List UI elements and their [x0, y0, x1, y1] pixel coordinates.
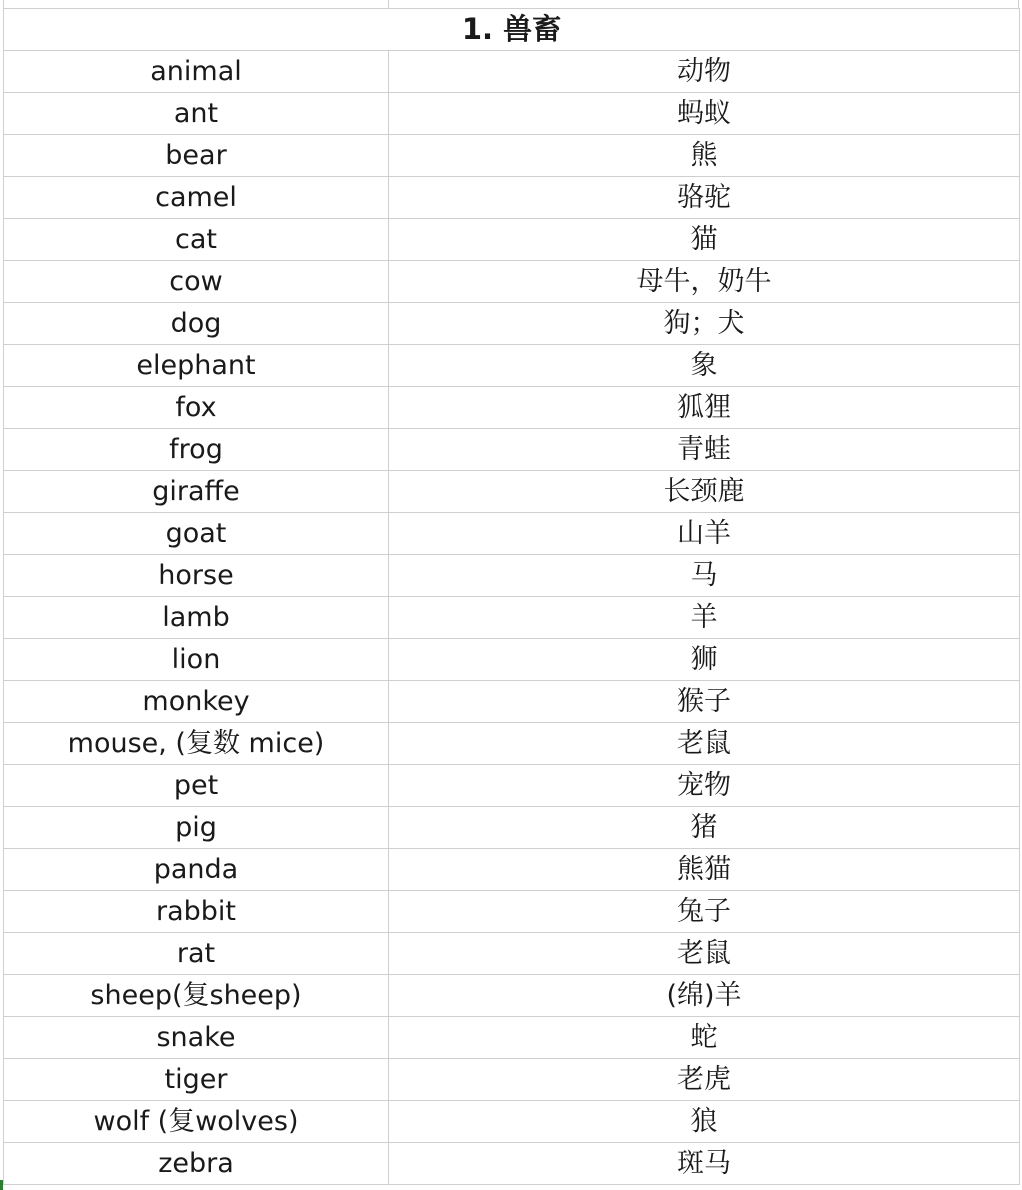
chinese-meaning-cell[interactable]: 狗；犬: [389, 303, 1020, 345]
chinese-meaning-cell[interactable]: 猪: [389, 807, 1020, 849]
chinese-meaning-cell[interactable]: 蛇: [389, 1017, 1020, 1059]
table-row: [4, 387, 1020, 429]
title-row: [4, 9, 1020, 51]
chinese-meaning-cell[interactable]: 青蛙: [389, 429, 1020, 471]
chinese-meaning-cell[interactable]: 熊: [389, 135, 1020, 177]
chinese-meaning-cell[interactable]: 斑马: [389, 1143, 1020, 1185]
english-word-cell[interactable]: mouse, (复数 mice): [4, 723, 389, 765]
chinese-meaning-cell[interactable]: 老鼠: [389, 723, 1020, 765]
table-row: [4, 975, 1020, 1017]
table-row: [4, 177, 1020, 219]
table-row: [4, 849, 1020, 891]
english-word-cell[interactable]: giraffe: [4, 471, 389, 513]
english-word-cell[interactable]: goat: [4, 513, 389, 555]
english-word-cell[interactable]: monkey: [4, 681, 389, 723]
english-word-cell[interactable]: panda: [4, 849, 389, 891]
table-row: [4, 723, 1020, 765]
chinese-meaning-cell[interactable]: 羊: [389, 597, 1020, 639]
chinese-meaning-cell[interactable]: 山羊: [389, 513, 1020, 555]
chinese-meaning-cell[interactable]: 老鼠: [389, 933, 1020, 975]
english-word-cell[interactable]: animal: [4, 51, 389, 93]
english-word-cell[interactable]: frog: [4, 429, 389, 471]
english-word-cell[interactable]: lion: [4, 639, 389, 681]
english-word-cell[interactable]: pig: [4, 807, 389, 849]
grid-line: [1018, 0, 1019, 8]
chinese-meaning-cell[interactable]: 熊猫: [389, 849, 1020, 891]
english-word-cell[interactable]: rabbit: [4, 891, 389, 933]
chinese-meaning-cell[interactable]: 长颈鹿: [389, 471, 1020, 513]
chinese-meaning-cell[interactable]: 猴子: [389, 681, 1020, 723]
table-row: [4, 1059, 1020, 1101]
chinese-meaning-cell[interactable]: 狼: [389, 1101, 1020, 1143]
table-row: [4, 807, 1020, 849]
table-title[interactable]: 1. 兽畜: [4, 9, 1020, 51]
vocabulary-table: [3, 8, 1020, 1185]
chinese-meaning-cell[interactable]: 马: [389, 555, 1020, 597]
table-row: [4, 261, 1020, 303]
table-row: [4, 1017, 1020, 1059]
table-row: [4, 765, 1020, 807]
table-row: [4, 219, 1020, 261]
chinese-meaning-cell[interactable]: 宠物: [389, 765, 1020, 807]
table-row: [4, 555, 1020, 597]
english-word-cell[interactable]: pet: [4, 765, 389, 807]
table-row: [4, 429, 1020, 471]
table-row: [4, 345, 1020, 387]
chinese-meaning-cell[interactable]: 母牛，奶牛: [389, 261, 1020, 303]
grid-line: [3, 0, 4, 8]
sheet-top-edge: [0, 0, 1022, 8]
english-word-cell[interactable]: snake: [4, 1017, 389, 1059]
english-word-cell[interactable]: rat: [4, 933, 389, 975]
chinese-meaning-cell[interactable]: 骆驼: [389, 177, 1020, 219]
english-word-cell[interactable]: sheep(复sheep): [4, 975, 389, 1017]
chinese-meaning-cell[interactable]: 老虎: [389, 1059, 1020, 1101]
table-row: [4, 1143, 1020, 1185]
english-word-cell[interactable]: elephant: [4, 345, 389, 387]
sheet-corner-marker: [0, 1180, 3, 1190]
english-word-cell[interactable]: cat: [4, 219, 389, 261]
grid-line: [388, 0, 389, 8]
table-row: [4, 891, 1020, 933]
table-row: [4, 135, 1020, 177]
english-word-cell[interactable]: fox: [4, 387, 389, 429]
chinese-meaning-cell[interactable]: (绵)羊: [389, 975, 1020, 1017]
english-word-cell[interactable]: zebra: [4, 1143, 389, 1185]
chinese-meaning-cell[interactable]: 猫: [389, 219, 1020, 261]
chinese-meaning-cell[interactable]: 狮: [389, 639, 1020, 681]
table-row: [4, 93, 1020, 135]
table-row: [4, 303, 1020, 345]
english-word-cell[interactable]: lamb: [4, 597, 389, 639]
english-word-cell[interactable]: tiger: [4, 1059, 389, 1101]
table-row: [4, 933, 1020, 975]
table-row: [4, 681, 1020, 723]
table-row: [4, 597, 1020, 639]
english-word-cell[interactable]: dog: [4, 303, 389, 345]
table-row: [4, 51, 1020, 93]
chinese-meaning-cell[interactable]: 象: [389, 345, 1020, 387]
table-row: [4, 639, 1020, 681]
chinese-meaning-cell[interactable]: 动物: [389, 51, 1020, 93]
table-row: [4, 471, 1020, 513]
english-word-cell[interactable]: ant: [4, 93, 389, 135]
chinese-meaning-cell[interactable]: 狐狸: [389, 387, 1020, 429]
chinese-meaning-cell[interactable]: 蚂蚁: [389, 93, 1020, 135]
table-row: [4, 1101, 1020, 1143]
english-word-cell[interactable]: cow: [4, 261, 389, 303]
english-word-cell[interactable]: horse: [4, 555, 389, 597]
english-word-cell[interactable]: bear: [4, 135, 389, 177]
english-word-cell[interactable]: camel: [4, 177, 389, 219]
table-row: [4, 513, 1020, 555]
chinese-meaning-cell[interactable]: 兔子: [389, 891, 1020, 933]
english-word-cell[interactable]: wolf (复wolves): [4, 1101, 389, 1143]
